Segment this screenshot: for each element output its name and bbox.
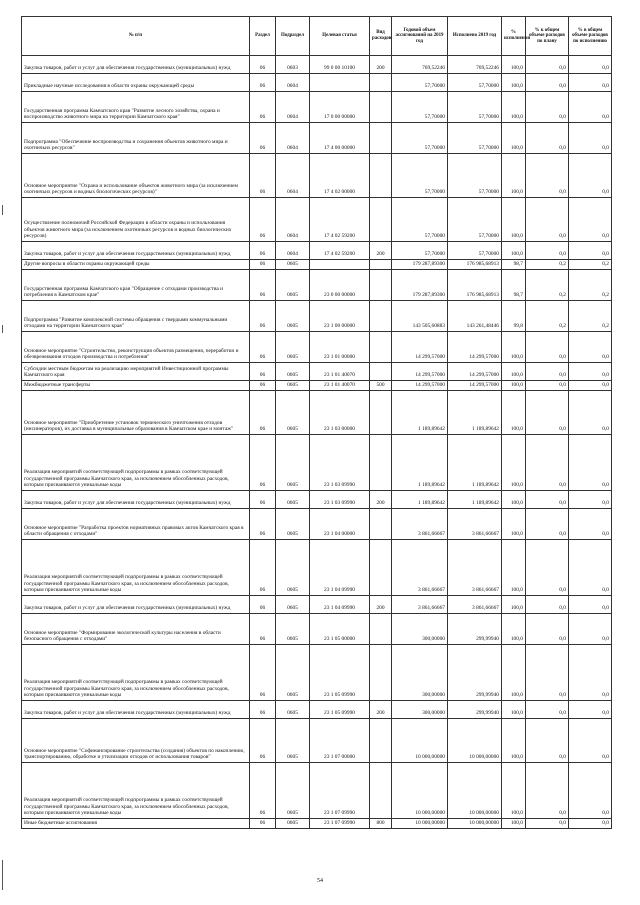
expense-type-cell — [370, 270, 392, 301]
razdel-cell: 06 — [250, 596, 276, 614]
executed-amount-cell: 57,70000 — [448, 123, 502, 154]
executed-share-cell: 0,0 — [569, 435, 612, 491]
execution-percent-cell: 100,0 — [502, 332, 526, 363]
executed-amount-cell: 57,70000 — [448, 92, 502, 123]
execution-percent-cell: 100,0 — [502, 435, 526, 491]
executed-amount-cell: 143 261,48446 — [448, 301, 502, 332]
podrazdel-cell: 0605 — [276, 819, 310, 829]
podrazdel-cell: 0605 — [276, 363, 310, 381]
executed-amount-cell: 57,70000 — [448, 74, 502, 92]
plan-amount-cell: 300,00000 — [392, 614, 448, 645]
table-row — [22, 198, 612, 242]
razdel-cell: 06 — [250, 242, 276, 260]
expense-type-cell: 200 — [370, 56, 392, 74]
table-row — [22, 614, 612, 645]
plan-amount-cell: 10 000,00000 — [392, 719, 448, 763]
target-article-cell: 23 1 05 09990 — [310, 701, 370, 719]
table-row — [22, 596, 612, 614]
column-header: % к общем объеме расходов по плану — [526, 17, 569, 56]
plan-amount-cell: 143 505,60883 — [392, 301, 448, 332]
execution-percent-cell: 100,0 — [502, 763, 526, 819]
row-name-cell: Реализация мероприятий соответствующей подпрограммы в рамках соответствующей государственной программы Камчатского края, за исключением обособленных расходов, которым присваиваются уникальные коды — [22, 763, 250, 819]
row-name-cell: Основное мероприятие "Формирование экологической культуры населения в области безопасного обращения с отходами" — [22, 614, 250, 645]
plan-share-cell: 0,0 — [526, 645, 569, 701]
podrazdel-cell: 0605 — [276, 509, 310, 540]
razdel-cell: 06 — [250, 270, 276, 301]
plan-amount-cell: 14 299,57000 — [392, 332, 448, 363]
expense-type-cell — [370, 391, 392, 435]
podrazdel-cell: 0605 — [276, 381, 310, 391]
executed-amount-cell: 176 985,68913 — [448, 270, 502, 301]
plan-amount-cell: 57,70000 — [392, 154, 448, 198]
razdel-cell: 06 — [250, 614, 276, 645]
plan-amount-cell: 10 000,00000 — [392, 763, 448, 819]
target-article-cell: 99 0 00 10100 — [310, 56, 370, 74]
column-header: Исполнено 2019 год — [448, 17, 502, 56]
razdel-cell: 06 — [250, 363, 276, 381]
executed-share-cell: 0,0 — [569, 540, 612, 596]
expense-type-cell — [370, 614, 392, 645]
podrazdel-cell: 0605 — [276, 260, 310, 270]
podrazdel-cell: 0605 — [276, 301, 310, 332]
expense-type-cell — [370, 719, 392, 763]
column-header: Раздел — [250, 17, 276, 56]
plan-share-cell: 0,2 — [526, 260, 569, 270]
table-row — [22, 763, 612, 819]
plan-amount-cell: 1 189,89642 — [392, 435, 448, 491]
executed-amount-cell: 57,70000 — [448, 154, 502, 198]
table-row — [22, 435, 612, 491]
razdel-cell: 06 — [250, 381, 276, 391]
plan-share-cell: 0,0 — [526, 154, 569, 198]
execution-percent-cell: 100,0 — [502, 242, 526, 260]
target-article-cell: 17 4 00 00000 — [310, 123, 370, 154]
row-name-cell: Реализация мероприятий соответствующей подпрограммы в рамках соответствующей государственной программы Камчатского края, за исключением обособленных расходов, которым присваиваются уникальные коды — [22, 645, 250, 701]
execution-percent-cell: 100,0 — [502, 123, 526, 154]
razdel-cell: 06 — [250, 154, 276, 198]
executed-amount-cell: 57,70000 — [448, 198, 502, 242]
plan-share-cell: 0,0 — [526, 435, 569, 491]
executed-amount-cell: 3 861,66667 — [448, 596, 502, 614]
podrazdel-cell: 0605 — [276, 332, 310, 363]
row-name-cell: Межбюджетные трансферты — [22, 381, 250, 391]
plan-share-cell: 0,0 — [526, 491, 569, 509]
razdel-cell: 06 — [250, 301, 276, 332]
executed-share-cell: 0,2 — [569, 260, 612, 270]
target-article-cell: 23 1 03 09990 — [310, 491, 370, 509]
execution-percent-cell: 100,0 — [502, 154, 526, 198]
table-row — [22, 301, 612, 332]
plan-amount-cell: 1 189,89642 — [392, 391, 448, 435]
execution-percent-cell: 100,0 — [502, 391, 526, 435]
target-article-cell: 23 1 07 00000 — [310, 719, 370, 763]
executed-share-cell: 0,0 — [569, 596, 612, 614]
executed-amount-cell: 3 861,66667 — [448, 540, 502, 596]
plan-amount-cell: 3 861,66667 — [392, 596, 448, 614]
table-row — [22, 509, 612, 540]
row-name-cell: Реализация мероприятий соответствующей подпрограммы в рамках соответствующей государственной программы Камчатского края, за исключением обособленных расходов, которым присваиваются уникальные коды — [22, 435, 250, 491]
plan-share-cell: 0,0 — [526, 332, 569, 363]
expense-type-cell: 200 — [370, 596, 392, 614]
target-article-cell: 23 1 07 09990 — [310, 819, 370, 829]
execution-percent-cell: 98,7 — [502, 270, 526, 301]
executed-amount-cell: 14 299,57000 — [448, 363, 502, 381]
expense-type-cell: 800 — [370, 819, 392, 829]
plan-share-cell: 0,0 — [526, 56, 569, 74]
row-name-cell: Закупка товаров, работ и услуг для обеспечения государственных (муниципальных) нужд — [22, 701, 250, 719]
podrazdel-cell: 0604 — [276, 198, 310, 242]
table-row — [22, 92, 612, 123]
executed-share-cell: 0,0 — [569, 491, 612, 509]
executed-share-cell: 0,2 — [569, 270, 612, 301]
podrazdel-cell: 0604 — [276, 74, 310, 92]
table-row — [22, 819, 612, 829]
podrazdel-cell: 0605 — [276, 763, 310, 819]
table-row — [22, 645, 612, 701]
executed-amount-cell: 14 299,57000 — [448, 332, 502, 363]
execution-percent-cell: 100,0 — [502, 74, 526, 92]
table-row — [22, 270, 612, 301]
execution-percent-cell: 100,0 — [502, 719, 526, 763]
plan-share-cell: 0,2 — [526, 301, 569, 332]
plan-share-cell: 0,0 — [526, 92, 569, 123]
executed-amount-cell: 176 985,68913 — [448, 260, 502, 270]
target-article-cell: 23 1 05 00000 — [310, 614, 370, 645]
table-row — [22, 74, 612, 92]
podrazdel-cell: 0605 — [276, 491, 310, 509]
row-name-cell: Закупка товаров, работ и услуг для обеспечения государственных (муниципальных) нужд — [22, 242, 250, 260]
execution-percent-cell: 100,0 — [502, 491, 526, 509]
row-name-cell: Основное мероприятие "Строительство, реконструкция объектов размещения, переработки и обезвреживания отходов производства и потребления" — [22, 332, 250, 363]
executed-share-cell: 0,0 — [569, 645, 612, 701]
executed-share-cell: 0,0 — [569, 701, 612, 719]
target-article-cell: 17 4 02 59200 — [310, 198, 370, 242]
target-article-cell: 17 4 02 00000 — [310, 154, 370, 198]
row-name-cell: Подпрограмма "Обеспечение воспроизводства и сохранения объектов животного мира и охотничьих ресурсов" — [22, 123, 250, 154]
podrazdel-cell: 0605 — [276, 719, 310, 763]
table-header-row — [22, 17, 612, 56]
row-name-cell: Осуществление полномочий Российской Федерации в области охраны и использования объектов животного мира (за исключением охотничьих ресурсов и водных биологических ресурсов) — [22, 198, 250, 242]
table-row — [22, 242, 612, 260]
table-row — [22, 56, 612, 74]
execution-percent-cell: 99,8 — [502, 301, 526, 332]
target-article-cell: 23 1 01 40070 — [310, 381, 370, 391]
executed-share-cell: 0,0 — [569, 363, 612, 381]
executed-amount-cell: 57,70000 — [448, 242, 502, 260]
column-header: % исполнения — [502, 17, 526, 56]
expense-type-cell — [370, 645, 392, 701]
plan-amount-cell: 57,70000 — [392, 74, 448, 92]
row-name-cell: Прикладные научные исследования в области охраны окружающей среды — [22, 74, 250, 92]
plan-amount-cell: 3 861,66667 — [392, 540, 448, 596]
podrazdel-cell: 0605 — [276, 391, 310, 435]
podrazdel-cell: 0604 — [276, 154, 310, 198]
margin-mark — [2, 860, 3, 890]
plan-share-cell: 0,0 — [526, 381, 569, 391]
executed-amount-cell: 10 000,00000 — [448, 763, 502, 819]
executed-share-cell: 0,0 — [569, 332, 612, 363]
expense-type-cell — [370, 92, 392, 123]
expense-type-cell — [370, 74, 392, 92]
row-name-cell: Основное мероприятие "Приобретение установок термического уничтожения отходов (инсинераторов), их доставка в муниципальные образования в Камчатском крае и монтаж" — [22, 391, 250, 435]
table-row — [22, 260, 612, 270]
plan-share-cell: 0,0 — [526, 701, 569, 719]
table-row — [22, 391, 612, 435]
executed-amount-cell: 1 189,89642 — [448, 435, 502, 491]
razdel-cell: 06 — [250, 645, 276, 701]
podrazdel-cell: 0605 — [276, 435, 310, 491]
expense-type-cell — [370, 435, 392, 491]
podrazdel-cell: 0605 — [276, 596, 310, 614]
plan-amount-cell: 769,52246 — [392, 56, 448, 74]
execution-percent-cell: 100,0 — [502, 381, 526, 391]
podrazdel-cell: 0604 — [276, 123, 310, 154]
executed-share-cell: 0,0 — [569, 381, 612, 391]
row-name-cell: Закупка товаров, работ и услуг для обеспечения государственных (муниципальных) нужд — [22, 596, 250, 614]
plan-share-cell: 0,0 — [526, 74, 569, 92]
plan-share-cell: 0,0 — [526, 540, 569, 596]
table-row — [22, 363, 612, 381]
plan-amount-cell: 57,70000 — [392, 242, 448, 260]
podrazdel-cell: 0605 — [276, 701, 310, 719]
plan-share-cell: 0,0 — [526, 363, 569, 381]
column-header: Подраздел — [276, 17, 310, 56]
razdel-cell: 06 — [250, 819, 276, 829]
row-name-cell: Закупка товаров, работ и услуг для обеспечения государственных (муниципальных) нужд — [22, 56, 250, 74]
table-row — [22, 154, 612, 198]
column-header: № п/п — [22, 17, 250, 56]
column-header: Годовой объем ассигнований на 2019 год — [392, 17, 448, 56]
table-row — [22, 540, 612, 596]
execution-percent-cell: 100,0 — [502, 56, 526, 74]
plan-amount-cell: 57,70000 — [392, 198, 448, 242]
budget-table — [21, 16, 612, 829]
plan-amount-cell: 1 189,89642 — [392, 491, 448, 509]
podrazdel-cell: 0604 — [276, 92, 310, 123]
razdel-cell: 06 — [250, 56, 276, 74]
plan-share-cell: 0,0 — [526, 719, 569, 763]
plan-share-cell: 0,0 — [526, 819, 569, 829]
plan-share-cell: 0,0 — [526, 614, 569, 645]
column-header: Целевая статья — [310, 17, 370, 56]
podrazdel-cell: 0603 — [276, 56, 310, 74]
razdel-cell: 06 — [250, 92, 276, 123]
executed-share-cell: 0,0 — [569, 123, 612, 154]
expense-type-cell: 200 — [370, 701, 392, 719]
target-article-cell: 17 4 02 59200 — [310, 242, 370, 260]
executed-amount-cell: 3 861,66667 — [448, 509, 502, 540]
expense-type-cell — [370, 509, 392, 540]
executed-amount-cell: 1 189,89642 — [448, 491, 502, 509]
podrazdel-cell: 0604 — [276, 242, 310, 260]
execution-percent-cell: 100,0 — [502, 819, 526, 829]
expense-type-cell: 200 — [370, 491, 392, 509]
executed-share-cell: 0,0 — [569, 391, 612, 435]
table-body — [22, 56, 612, 829]
row-name-cell: Реализация мероприятий соответствующей подпрограммы в рамках соответствующей государственной программы Камчатского края, за исключением обособленных расходов, которым присваиваются уникальные коды — [22, 540, 250, 596]
execution-percent-cell: 100,0 — [502, 645, 526, 701]
execution-percent-cell: 100,0 — [502, 363, 526, 381]
expense-type-cell — [370, 123, 392, 154]
executed-share-cell: 0,0 — [569, 763, 612, 819]
plan-amount-cell: 179 287,89300 — [392, 260, 448, 270]
plan-share-cell: 0,2 — [526, 270, 569, 301]
margin-mark — [2, 205, 3, 215]
executed-share-cell: 0,0 — [569, 74, 612, 92]
expense-type-cell — [370, 198, 392, 242]
executed-amount-cell: 10 000,00000 — [448, 719, 502, 763]
target-article-cell: 23 1 07 09990 — [310, 763, 370, 819]
row-name-cell: Основное мероприятие "Софинансирование строительства (создания) объектов по накоплению, транспортированию, обработке и утилизации отходов от использования товаров" — [22, 719, 250, 763]
execution-percent-cell: 100,0 — [502, 509, 526, 540]
plan-amount-cell: 14 299,57000 — [392, 381, 448, 391]
executed-share-cell: 0,0 — [569, 198, 612, 242]
row-name-cell: Иные бюджетные ассигнования — [22, 819, 250, 829]
page-number: 54 — [317, 878, 323, 884]
execution-percent-cell: 100,0 — [502, 92, 526, 123]
podrazdel-cell: 0605 — [276, 645, 310, 701]
plan-amount-cell: 300,00000 — [392, 701, 448, 719]
podrazdel-cell: 0605 — [276, 614, 310, 645]
row-name-cell: Основное мероприятие "Охрана и использование объектов животного мира (за исключением охотничьих ресурсов и водных биологических ресурсов)" — [22, 154, 250, 198]
target-article-cell: 23 1 03 09990 — [310, 435, 370, 491]
executed-amount-cell: 14 299,57000 — [448, 381, 502, 391]
table-row — [22, 491, 612, 509]
execution-percent-cell: 100,0 — [502, 198, 526, 242]
razdel-cell: 06 — [250, 198, 276, 242]
executed-share-cell: 0,0 — [569, 509, 612, 540]
executed-share-cell: 0,0 — [569, 819, 612, 829]
row-name-cell: Государственная программа Камчатского края "Развитие лесного хозяйства, охрана и воспроизводство животного мира на территории Камчатского края" — [22, 92, 250, 123]
table-row — [22, 123, 612, 154]
razdel-cell: 06 — [250, 74, 276, 92]
expense-type-cell — [370, 540, 392, 596]
plan-share-cell: 0,0 — [526, 198, 569, 242]
executed-share-cell: 0,0 — [569, 719, 612, 763]
plan-amount-cell: 179 287,89300 — [392, 270, 448, 301]
expense-type-cell — [370, 260, 392, 270]
target-article-cell: 17 0 00 00000 — [310, 92, 370, 123]
target-article-cell: 23 1 05 09990 — [310, 645, 370, 701]
row-name-cell: Другие вопросы в области охраны окружающей среды — [22, 260, 250, 270]
executed-amount-cell: 299,99940 — [448, 614, 502, 645]
razdel-cell: 06 — [250, 540, 276, 596]
execution-percent-cell: 100,0 — [502, 614, 526, 645]
executed-amount-cell: 299,99940 — [448, 701, 502, 719]
executed-share-cell: 0,0 — [569, 92, 612, 123]
razdel-cell: 06 — [250, 391, 276, 435]
executed-amount-cell: 10 000,00000 — [448, 819, 502, 829]
plan-share-cell: 0,0 — [526, 596, 569, 614]
executed-amount-cell: 299,99940 — [448, 645, 502, 701]
target-article-cell: 23 1 03 00000 — [310, 391, 370, 435]
plan-amount-cell: 300,00000 — [392, 645, 448, 701]
razdel-cell: 06 — [250, 763, 276, 819]
execution-percent-cell: 100,0 — [502, 540, 526, 596]
expense-type-cell — [370, 363, 392, 381]
razdel-cell: 06 — [250, 435, 276, 491]
executed-share-cell: 0,0 — [569, 614, 612, 645]
executed-amount-cell: 769,52246 — [448, 56, 502, 74]
razdel-cell: 06 — [250, 260, 276, 270]
column-header: % в общем объеме расходов по исполнению — [569, 17, 612, 56]
plan-amount-cell: 14 299,57000 — [392, 363, 448, 381]
podrazdel-cell: 0605 — [276, 270, 310, 301]
target-article-cell: 23 1 04 09990 — [310, 596, 370, 614]
table-row — [22, 332, 612, 363]
table-row — [22, 381, 612, 391]
execution-percent-cell: 100,0 — [502, 596, 526, 614]
row-name-cell: Основное мероприятие "Разработка проектов нормативных правовых актов Камчатского края в области обращения с отходами" — [22, 509, 250, 540]
razdel-cell: 06 — [250, 509, 276, 540]
table-row — [22, 701, 612, 719]
expense-type-cell — [370, 154, 392, 198]
executed-share-cell: 0,0 — [569, 242, 612, 260]
executed-amount-cell: 1 189,89642 — [448, 391, 502, 435]
executed-share-cell: 0,2 — [569, 301, 612, 332]
plan-amount-cell: 10 000,00000 — [392, 819, 448, 829]
razdel-cell: 06 — [250, 123, 276, 154]
row-name-cell: Подпрограмма "Развитие комплексной системы обращения с твердыми коммунальными отходами на территории Камчатского края" — [22, 301, 250, 332]
margin-mark — [2, 325, 3, 333]
executed-share-cell: 0,0 — [569, 154, 612, 198]
execution-percent-cell: 100,0 — [502, 701, 526, 719]
row-name-cell: Закупка товаров, работ и услуг для обеспечения государственных (муниципальных) нужд — [22, 491, 250, 509]
razdel-cell: 06 — [250, 332, 276, 363]
row-name-cell: Государственная программа Камчатского края "Обращение с отходами производства и потребления в Камчатском крае" — [22, 270, 250, 301]
expense-type-cell — [370, 763, 392, 819]
target-article-cell: 23 0 00 00000 — [310, 270, 370, 301]
plan-amount-cell: 57,70000 — [392, 123, 448, 154]
budget-table-sheet — [21, 16, 611, 829]
plan-share-cell: 0,0 — [526, 763, 569, 819]
plan-share-cell: 0,0 — [526, 391, 569, 435]
target-article-cell: 23 1 00 00000 — [310, 301, 370, 332]
expense-type-cell: 500 — [370, 381, 392, 391]
target-article-cell: 23 1 04 09990 — [310, 540, 370, 596]
expense-type-cell — [370, 301, 392, 332]
column-header: Вид расходов — [370, 17, 392, 56]
razdel-cell: 06 — [250, 701, 276, 719]
plan-share-cell: 0,0 — [526, 123, 569, 154]
target-article-cell — [310, 74, 370, 92]
executed-share-cell: 0,0 — [569, 56, 612, 74]
target-article-cell: 23 1 04 00000 — [310, 509, 370, 540]
table-row — [22, 719, 612, 763]
expense-type-cell — [370, 332, 392, 363]
expense-type-cell: 200 — [370, 242, 392, 260]
razdel-cell: 06 — [250, 491, 276, 509]
plan-share-cell: 0,0 — [526, 242, 569, 260]
target-article-cell — [310, 260, 370, 270]
plan-amount-cell: 57,70000 — [392, 92, 448, 123]
target-article-cell: 23 1 01 00000 — [310, 332, 370, 363]
target-article-cell: 23 1 01 40070 — [310, 363, 370, 381]
plan-amount-cell: 3 861,66667 — [392, 509, 448, 540]
plan-share-cell: 0,0 — [526, 509, 569, 540]
podrazdel-cell: 0605 — [276, 540, 310, 596]
execution-percent-cell: 98,7 — [502, 260, 526, 270]
row-name-cell: Субсидии местным бюджетам на реализацию мероприятий Инвестиционной программы Камчатского края — [22, 363, 250, 381]
razdel-cell: 06 — [250, 719, 276, 763]
